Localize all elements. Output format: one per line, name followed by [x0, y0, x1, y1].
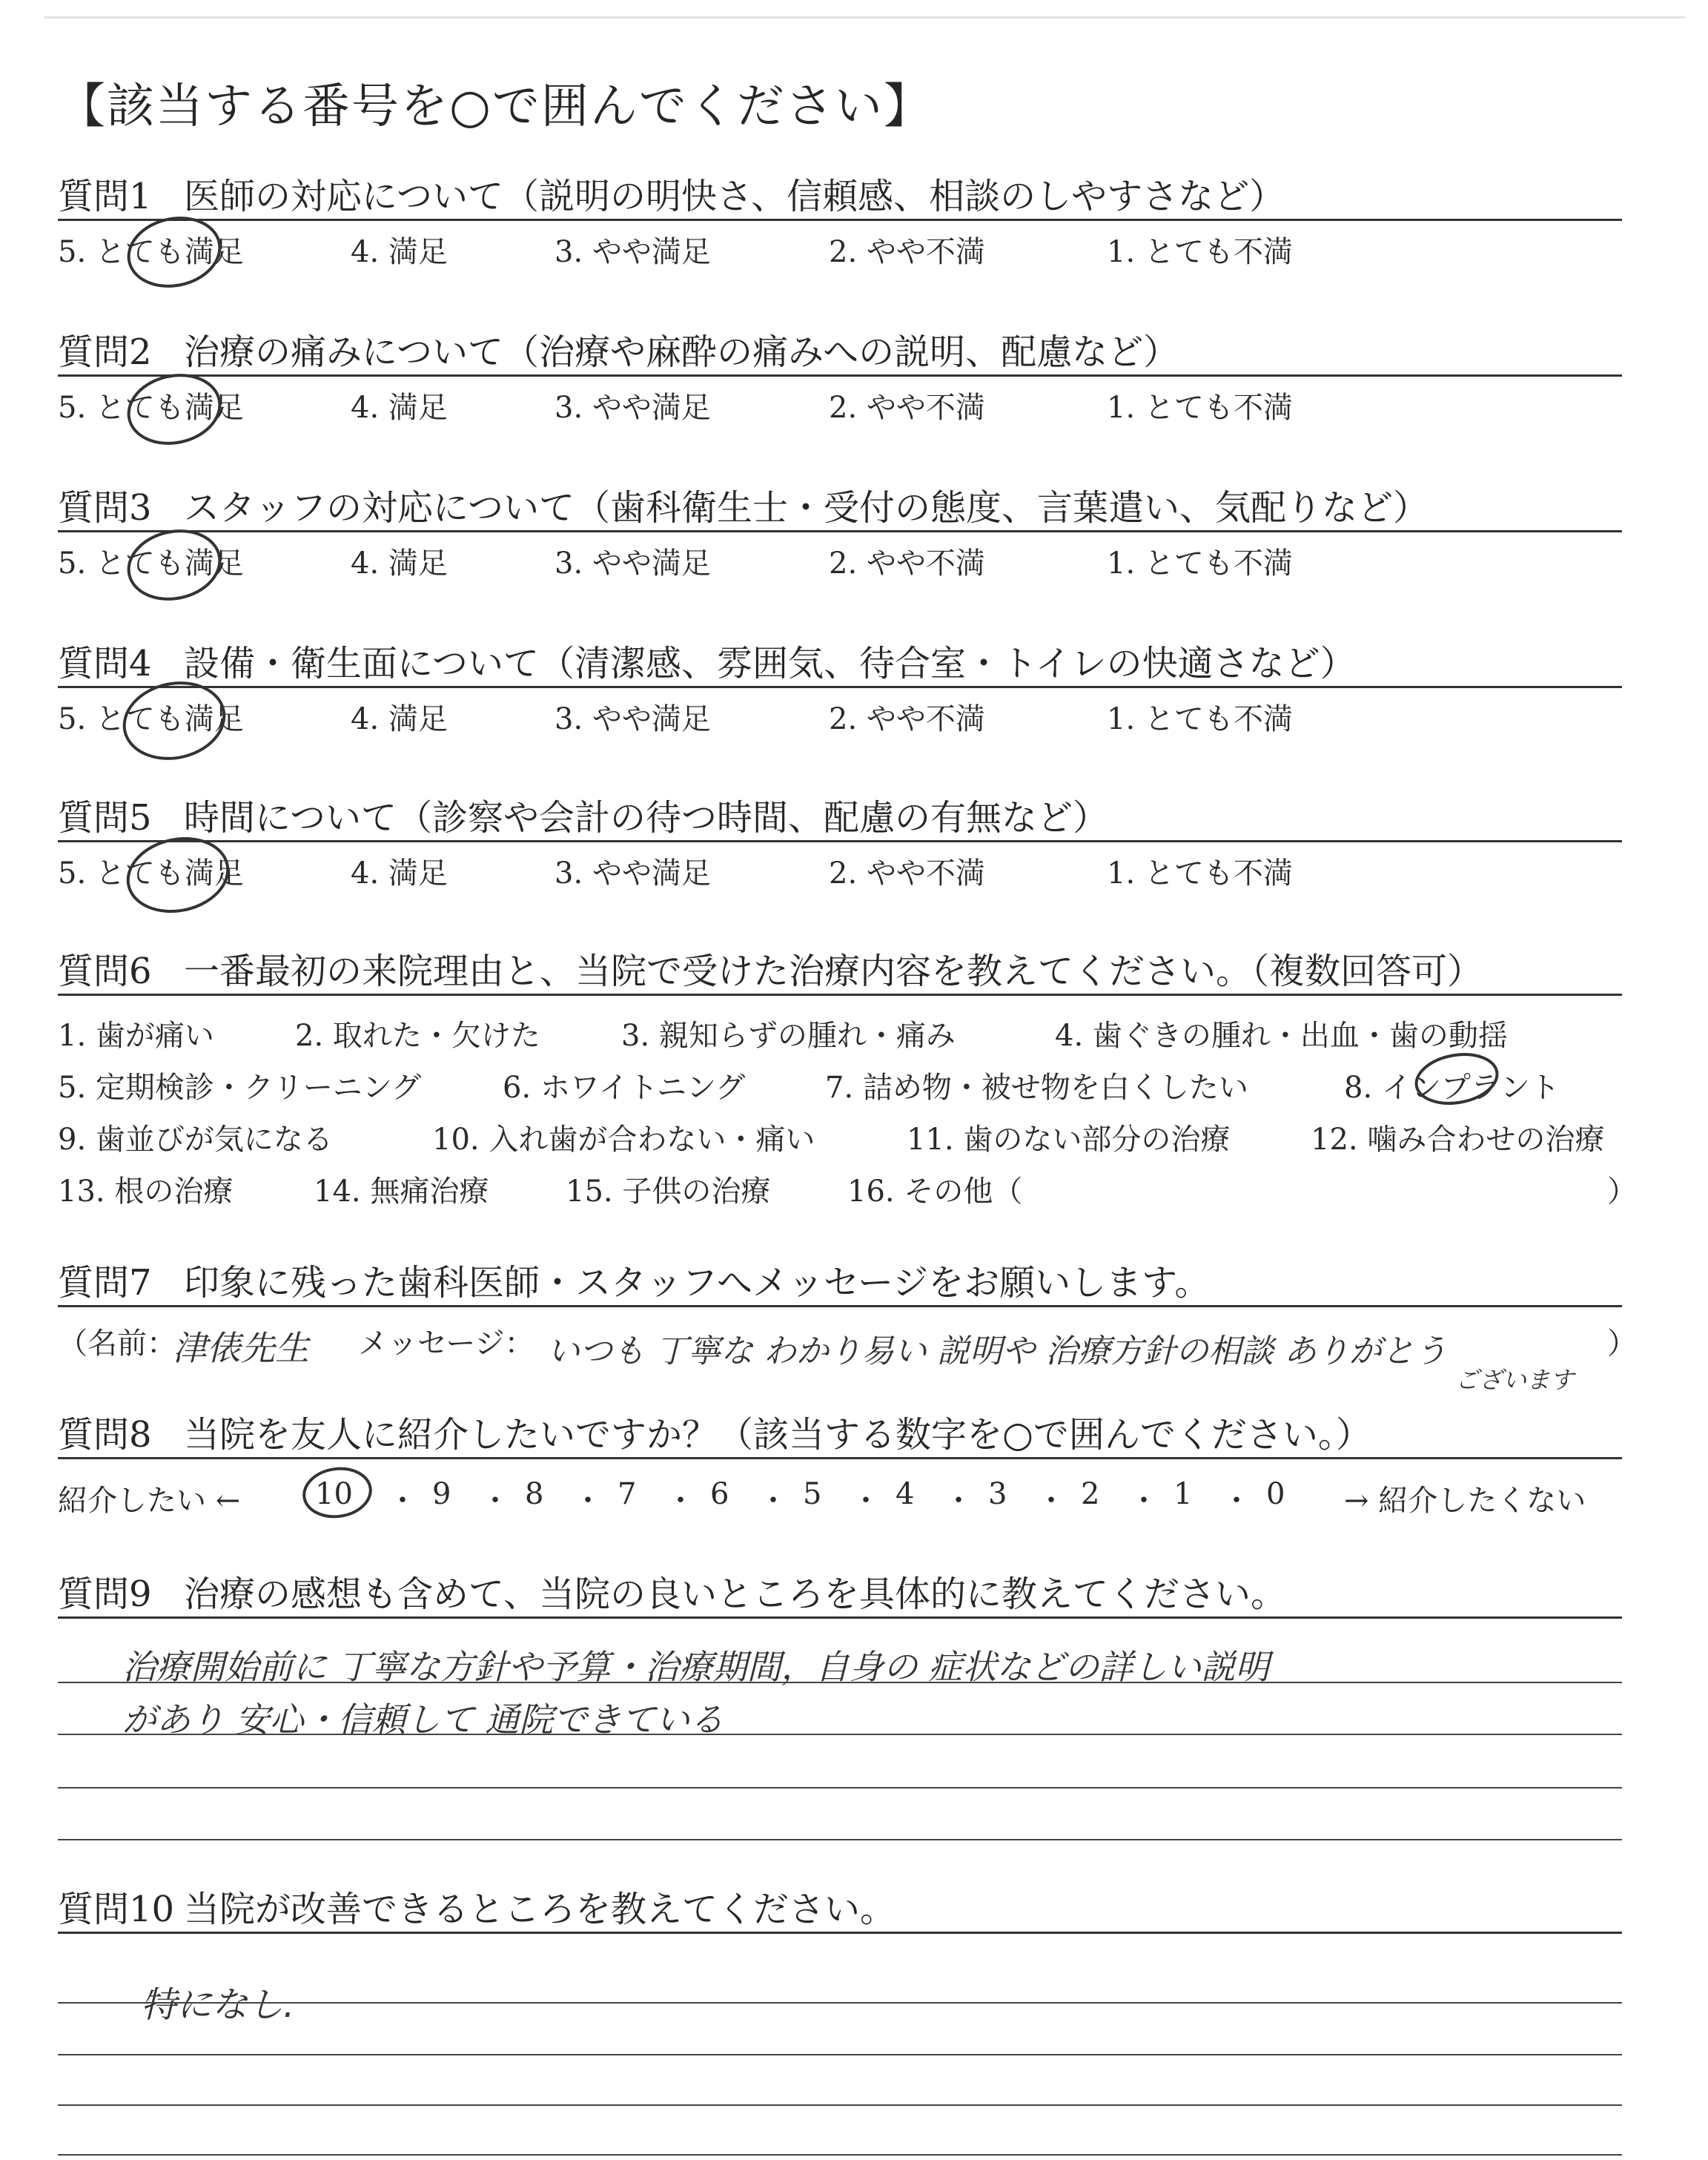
scale-4[interactable]: 4	[896, 1477, 915, 1511]
option-4[interactable]: 4. 満足	[351, 856, 448, 891]
question-rule	[58, 1457, 1622, 1459]
option-5[interactable]: 5. とても満足	[58, 546, 244, 581]
question-5	[58, 796, 1622, 892]
question-7	[58, 1261, 1622, 1307]
question-9	[58, 1572, 1622, 1619]
q6-option-15[interactable]: 15. 子供の治療	[566, 1175, 771, 1209]
option-2[interactable]: 2. やや不満	[829, 235, 985, 269]
scale-dot: ・	[388, 1484, 417, 1518]
scale-dot: ・	[851, 1484, 881, 1518]
question-number: 質問8	[58, 1414, 152, 1456]
q6-option-1[interactable]: 1. 歯が痛い	[58, 1019, 214, 1053]
name-label: （名前：	[58, 1327, 176, 1361]
scale-9[interactable]: 9	[432, 1477, 451, 1511]
question-number: 質問2	[58, 331, 152, 373]
scale-3[interactable]: 3	[988, 1477, 1007, 1511]
option-4[interactable]: 4. 満足	[351, 546, 448, 581]
question-text: 時間について（診察や会計の待つ時間、配慮の有無など）	[184, 797, 1109, 839]
option-2[interactable]: 2. やや不満	[829, 856, 985, 891]
scale-dot: ・	[944, 1484, 973, 1518]
question-number: 質問3	[58, 487, 152, 529]
q6-option-5[interactable]: 5. 定期検診・クリーニング	[58, 1071, 422, 1105]
option-5[interactable]: 5. とても満足	[58, 702, 244, 736]
question-text: 治療の痛みについて（治療や麻酔の痛みへの説明、配慮など）	[184, 331, 1179, 373]
question-text: 治療の感想も含めて、当院の良いところを具体的に教えてください。	[184, 1573, 1287, 1615]
question-number: 質問10	[58, 1889, 175, 1930]
scale-dot: ・	[1129, 1484, 1159, 1518]
message-value-cont: ございます	[1455, 1366, 1575, 1394]
top-border	[44, 16, 1686, 19]
question-rule	[58, 374, 1622, 377]
option-1[interactable]: 1. とても不満	[1107, 856, 1293, 891]
message-close: ）	[1607, 1327, 1637, 1361]
scale-5[interactable]: 5	[803, 1477, 822, 1511]
q9-answer-line-2[interactable]: があり 安心・信頼して 通院できている	[122, 1700, 724, 1740]
q6-option-14[interactable]: 14. 無痛治療	[314, 1175, 489, 1209]
answer-line	[58, 1787, 1622, 1789]
question-rule	[58, 530, 1622, 532]
scale-dot: ・	[666, 1484, 695, 1518]
q9-answer-line-1[interactable]: 治療開始前に 丁寧な方針や予算・治療期間，自身の 症状などの詳しい説明	[122, 1647, 1270, 1687]
q6-option-11[interactable]: 11. 歯のない部分の治療	[907, 1123, 1231, 1157]
answer-line	[58, 2154, 1622, 2156]
question-rule	[58, 1305, 1622, 1307]
form-title: 【該当する番号を○で囲んでください】	[58, 79, 933, 134]
question-text: 一番最初の来院理由と、当院で受けた治療内容を教えてください。（複数回答可）	[184, 951, 1483, 992]
option-2[interactable]: 2. やや不満	[829, 546, 985, 581]
scale-0[interactable]: 0	[1266, 1477, 1285, 1511]
scale-dot: ・	[573, 1484, 603, 1518]
scale-dot: ・	[480, 1484, 510, 1518]
q6-option-8[interactable]: 8. インプラント	[1344, 1071, 1560, 1105]
option-1[interactable]: 1. とても不満	[1107, 546, 1293, 581]
question-3	[58, 486, 1622, 582]
q6-option-9[interactable]: 9. 歯並びが気になる	[58, 1123, 333, 1157]
question-6	[58, 949, 1622, 996]
question-text: スタッフの対応について（歯科衛生士・受付の態度、言葉遣い、気配りなど）	[184, 487, 1429, 529]
scale-right-label: → 紹介したくない	[1344, 1484, 1586, 1518]
question-text: 設備・衛生面について（清潔感、雰囲気、待合室・トイレの快適さなど）	[184, 643, 1356, 684]
option-3[interactable]: 3. やや満足	[555, 702, 711, 736]
message-value[interactable]: いつも 丁寧な わかり易い 説明や 治療方針の相談 ありがとう	[547, 1332, 1447, 1370]
option-3[interactable]: 3. やや満足	[555, 546, 711, 581]
q6-option-13[interactable]: 13. 根の治療	[58, 1175, 234, 1209]
scale-7[interactable]: 7	[618, 1477, 637, 1511]
q6-option-2[interactable]: 2. 取れた・欠けた	[295, 1019, 540, 1053]
answer-line	[58, 1839, 1622, 1840]
question-number: 質問5	[58, 797, 152, 839]
q6-option-6[interactable]: 6. ホワイトニング	[503, 1071, 746, 1105]
q6-option-7[interactable]: 7. 詰め物・被せ物を白くしたい	[825, 1071, 1248, 1105]
scale-dot: ・	[1036, 1484, 1066, 1518]
option-3[interactable]: 3. やや満足	[555, 391, 711, 425]
q6-option-16[interactable]: 16. その他（	[847, 1175, 1023, 1209]
question-rule	[58, 1616, 1622, 1619]
scale-dot: ・	[758, 1484, 788, 1518]
answer-line	[58, 2002, 1622, 2004]
question-rule	[58, 686, 1622, 688]
scale-dot: ・	[1222, 1484, 1251, 1518]
question-number: 質問7	[58, 1262, 152, 1304]
option-5[interactable]: 5. とても満足	[58, 235, 244, 269]
q6-option-10[interactable]: 10. 入れ歯が合わない・痛い	[432, 1123, 815, 1157]
answer-line	[58, 1682, 1622, 1683]
scale-2[interactable]: 2	[1081, 1477, 1100, 1511]
question-1	[58, 174, 1622, 271]
question-number: 質問9	[58, 1573, 152, 1615]
option-4[interactable]: 4. 満足	[351, 235, 448, 269]
scale-1[interactable]: 1	[1174, 1477, 1193, 1511]
q6-option-12[interactable]: 12. 噛み合わせの治療	[1311, 1123, 1605, 1157]
question-4	[58, 641, 1622, 738]
option-3[interactable]: 3. やや満足	[555, 856, 711, 891]
q6-option-3[interactable]: 3. 親知らずの腫れ・痛み	[621, 1019, 956, 1053]
question-2	[58, 330, 1622, 426]
q10-answer-line-1[interactable]: 特になし.	[141, 1984, 295, 2026]
question-text: 当院を友人に紹介したいですか？（該当する数字を○で囲んでください。）	[184, 1414, 1371, 1456]
question-text: 医師の対応について（説明の明快さ、信頼感、相談のしやすさなど）	[184, 176, 1285, 217]
scale-8[interactable]: 8	[525, 1477, 544, 1511]
name-value[interactable]: 津俵先生	[173, 1328, 309, 1368]
question-number: 質問6	[58, 951, 152, 992]
option-1[interactable]: 1. とても不満	[1107, 235, 1293, 269]
scale-left-label: 紹介したい ←	[58, 1484, 241, 1518]
question-10	[58, 1887, 1622, 1934]
answer-line	[58, 2054, 1622, 2055]
option-3[interactable]: 3. やや満足	[555, 235, 711, 269]
message-label: メッセージ：	[358, 1327, 534, 1361]
question-rule	[58, 994, 1622, 996]
q6-option-4[interactable]: 4. 歯ぐきの腫れ・出血・歯の動揺	[1055, 1019, 1508, 1053]
option-5[interactable]: 5. とても満足	[58, 856, 244, 891]
question-rule	[58, 1932, 1622, 1934]
option-2[interactable]: 2. やや不満	[829, 702, 985, 736]
option-5[interactable]: 5. とても満足	[58, 391, 244, 425]
question-rule	[58, 219, 1622, 221]
scale-6[interactable]: 6	[710, 1477, 729, 1511]
question-number: 質問1	[58, 176, 152, 217]
scale-10[interactable]: 10	[315, 1477, 353, 1511]
answer-line	[58, 2104, 1622, 2106]
question-8	[58, 1413, 1622, 1459]
option-1[interactable]: 1. とても不満	[1107, 702, 1293, 736]
question-text: 印象に残った歯科医師・スタッフへメッセージをお願いします。	[184, 1262, 1211, 1304]
option-4[interactable]: 4. 満足	[351, 702, 448, 736]
question-rule	[58, 840, 1622, 842]
option-4[interactable]: 4. 満足	[351, 391, 448, 425]
answer-line	[58, 1734, 1622, 1735]
question-text: 当院が改善できるところを教えてください。	[184, 1889, 896, 1930]
option-1[interactable]: 1. とても不満	[1107, 391, 1293, 425]
question-number: 質問4	[58, 643, 152, 684]
q6-other-close: ）	[1607, 1175, 1637, 1209]
option-2[interactable]: 2. やや不満	[829, 391, 985, 425]
